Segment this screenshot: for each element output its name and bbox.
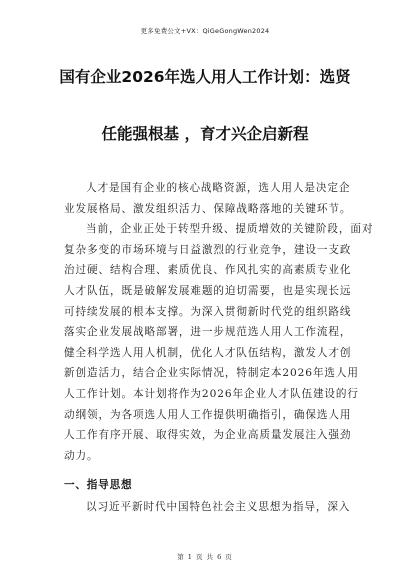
paragraph-line: 新创造活力，结合企业实际情况，特制定本2026年选人用 (64, 367, 359, 380)
paragraph-line: 人工作计划。本计划将作为2026年企业人才队伍建设的行 (64, 387, 359, 400)
paragraph-line: 动纲领，为各项选人用人工作提供明确指引，确保选人用 (64, 408, 352, 421)
section-paragraph (64, 497, 352, 518)
paragraph-line: 人工作有序开展、取得实效，为企业高质量发展注入强劲 (64, 429, 352, 442)
document-title-line-1: 国有企业2026年选人用人工作计划：选贤 (59, 68, 351, 86)
promo-header: 更多免费公文+VX：QiGeGongWen2024 (140, 27, 270, 35)
paragraph-line: 当前，企业正处于转型升级、提质增效的关键阶段，面对 (86, 223, 374, 236)
paragraph-line: 动力。 (64, 449, 99, 462)
paragraph-line: 业发展格局、激发组织活力、保障战略落地的关键环节。 (64, 202, 352, 215)
paragraph-line: 落实企业发展战略部署，进一步规范选人用人工作流程， (64, 326, 352, 339)
document-title-line-2: 任能强根基 ，育才兴企启新程 (101, 125, 309, 143)
page-number: 第 1 页 共 6 页 (177, 553, 233, 561)
intro-paragraph (64, 178, 374, 466)
paragraph-line: 人才是国有企业的核心战略资源，选人用人是决定企 (86, 182, 351, 194)
paragraph-line: 可持续发展的根本支撑。为深入贯彻新时代党的组织路线 (64, 305, 352, 318)
paragraph-line: 人才队伍，既是破解发展难题的迫切需要，也是实现长远 (64, 284, 352, 297)
section-heading: 一、指导思想 (64, 479, 133, 491)
paragraph-line: 健全科学选人用人机制，优化人才队伍结构，激发人才创 (64, 346, 352, 359)
paragraph-line: 复杂多变的市场环境与日益激烈的行业竞争，建设一支政 (64, 243, 352, 256)
paragraph-line: 以习近平新时代中国特色社会主义思想为指导，深入 (86, 501, 351, 513)
paragraph-line: 治过硬、结构合理、素质优良、作风扎实的高素质专业化 (64, 264, 352, 277)
